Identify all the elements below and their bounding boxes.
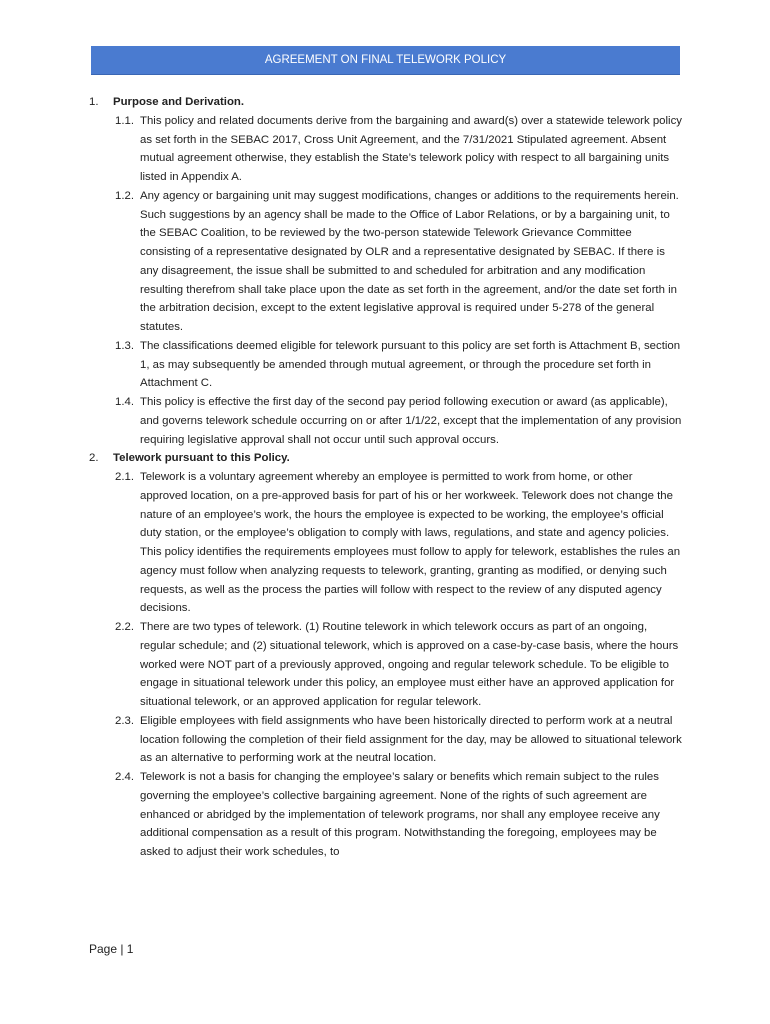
list-item — [89, 337, 683, 393]
list-item — [89, 618, 683, 712]
document-title-bar — [91, 46, 680, 75]
section-number: 1. — [89, 96, 99, 108]
list-item — [89, 393, 683, 449]
list-item — [89, 768, 683, 862]
item-number: 1.3. — [115, 339, 134, 352]
section-2 — [89, 449, 683, 468]
item-text: Any agency or bargaining unit may suggest modifications, changes or additions to the requirements herein. Such suggestions by an agency shall be made to the Office of Labor Relations, or by a bargaining unit, to the SEBAC Coalition, to be reviewed by the two-person statewide Telework Grievance Committee consisting of a representative designated by OLR and a representative designated by SEBAC. If there is any disagreement, the issue shall be submitted to and scheduled for arbitration and any modification resulting therefrom shall take place upon the date as set forth in the agreement, and/or the date set forth in the arbitration decision, except to the extent legislative approval is required under 5-278 of the general statutes. — [140, 189, 679, 333]
document-body — [89, 93, 683, 862]
section-1 — [89, 93, 683, 112]
item-number: 1.1. — [115, 114, 134, 127]
section-heading: Telework pursuant to this Policy. — [113, 452, 290, 465]
document-title: AGREEMENT ON FINAL TELEWORK POLICY — [264, 54, 507, 66]
list-item — [89, 468, 683, 618]
item-text: Telework is not a basis for changing the employee’s salary or benefits which remain subject to the rules governing the employee’s collective bargaining agreement. None of the rights of such agreement are enhanced or abridged by the implementation of telework programs, nor shall any employee receive any additional compensation as a result of this program. Notwithstanding the foregoing, employees may be asked to adjust their work schedules, to — [140, 771, 660, 858]
page-footer — [89, 942, 133, 956]
list-item — [89, 187, 683, 337]
list-item — [89, 112, 683, 187]
item-text: This policy is effective the first day of the second pay period following execution or award (as applicable), and governs telework schedule occurring on or after 1/1/22, except that the implementation of any provision requiring legislative approval shall not occur until such approval occurs. — [140, 396, 682, 446]
section-number: 2. — [89, 452, 99, 465]
list-item — [89, 712, 683, 768]
item-number: 2.2. — [115, 621, 134, 633]
item-text: Eligible employees with field assignments who have been historically directed to perform work at a neutral location following the completion of their field assignment for the day, may be allowed to situational telework as an alternative to performing work at the neutral location. — [140, 714, 682, 765]
item-text: This policy and related documents derive from the bargaining and award(s) over a statewide telework policy as set forth in the SEBAC 2017, Cross Unit Agreement, and the 7/31/2021 Stipulated agreement. Absent mutual agreement otherwise, they establish the State’s telework policy with respect to all bargaining units listed in Appendix A. — [140, 114, 682, 183]
item-number: 2.3. — [115, 714, 134, 727]
item-number: 2.1. — [115, 471, 134, 483]
item-text: Telework is a voluntary agreement whereby an employee is permitted to work from home, or other approved location, on a pre-approved basis for part of his or her workweek. Telework does not change the nature of an employee’s work, the hours the employee is expected to be working, the employee’s official duty station, or the employee’s obligation to comply with laws, regulations, and state and agency policies. This policy identifies the requirements employees must follow to apply for telework, establishes the rules an agency must follow when analyzing requests to telework, granting, granting as modified, or denying such requests, as well as the process the parties will follow with respect to the review of any disputed agency decisions. — [140, 471, 681, 615]
item-number: 2.4. — [115, 771, 134, 783]
item-text: There are two types of telework. (1) Routine telework in which telework occurs as part of an ongoing, regular schedule; and (2) situational telework, which is approved on a case-by-case basis, where the hours worked were NOT part of a previously approved, ongoing and regular telework schedule. To be eligible to engage in situational telework under this policy, an employee must either have an approved application for situational telework, or an approved application for regular telework. — [140, 621, 679, 708]
item-number: 1.4. — [115, 396, 134, 408]
section-heading: Purpose and Derivation. — [113, 96, 245, 108]
item-number: 1.2. — [115, 189, 134, 202]
page-number: Page | 1 — [89, 942, 134, 956]
item-text: The classifications deemed eligible for telework pursuant to this policy are set forth is Attachment B, section 1, as may subsequently be amended through mutual agreement, or through the procedure set forth in Attachment C. — [140, 339, 681, 390]
